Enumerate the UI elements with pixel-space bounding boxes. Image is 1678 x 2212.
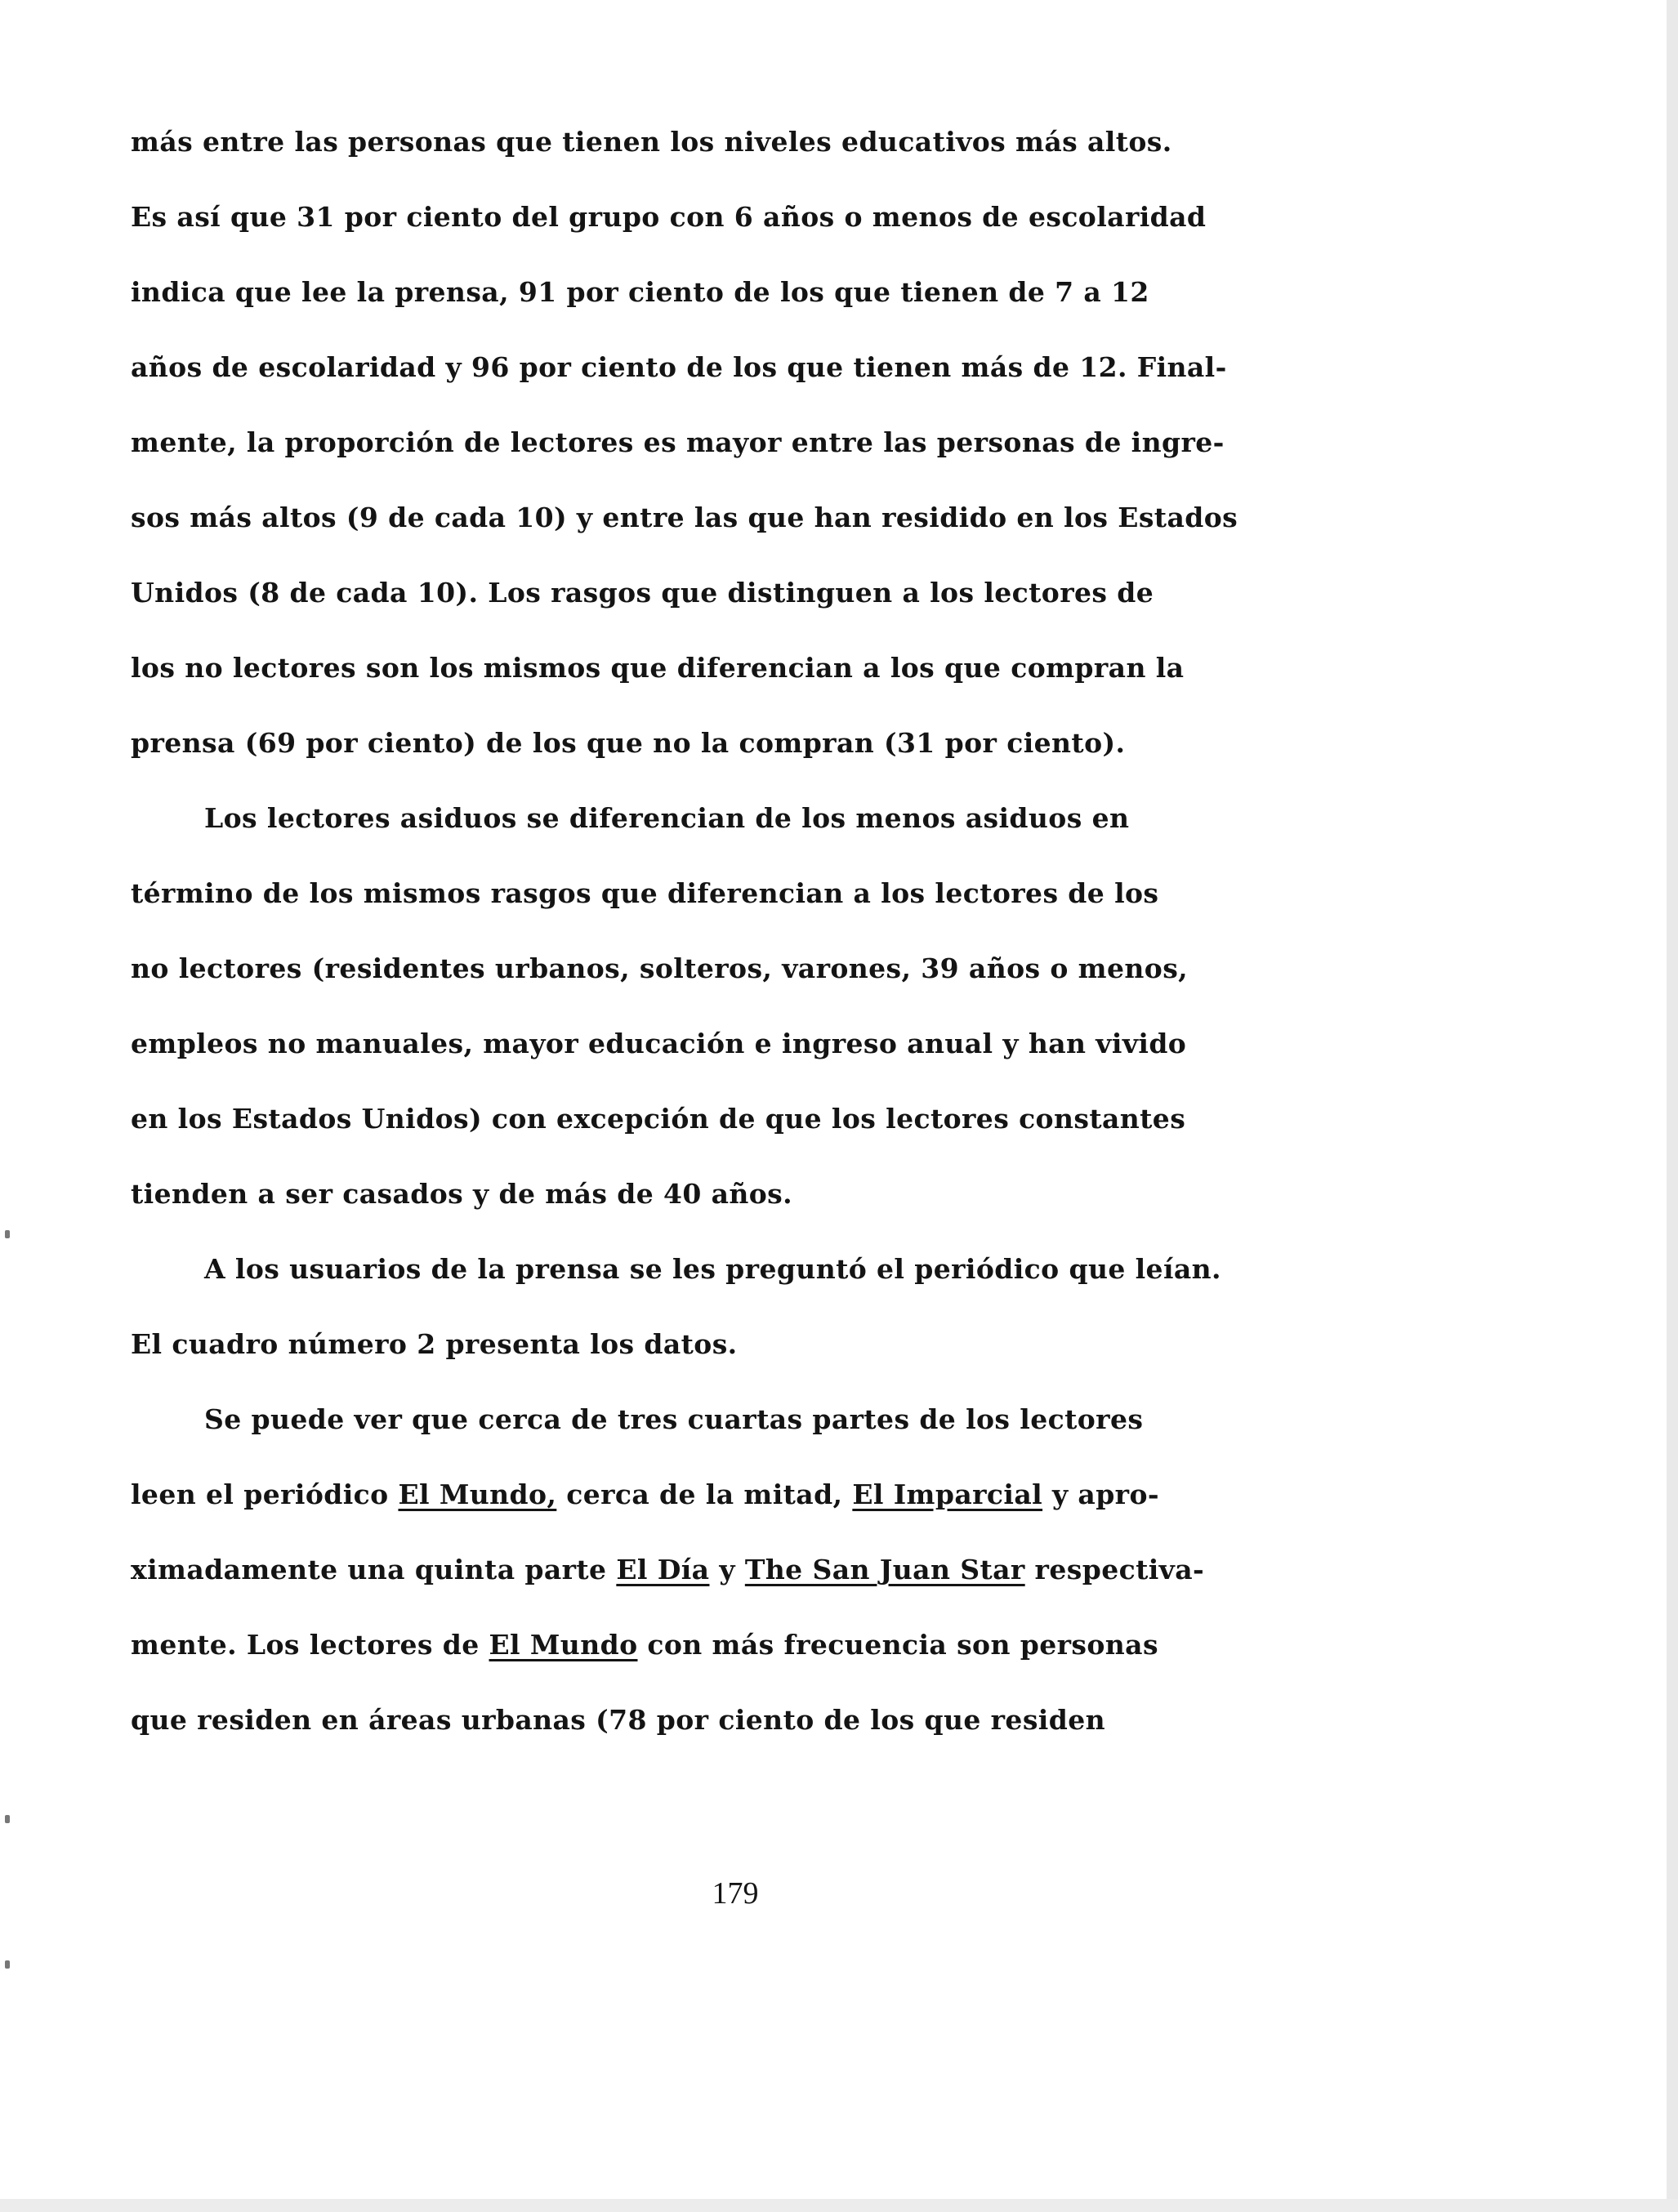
scan-mark bbox=[5, 1815, 10, 1823]
text-line: A los usuarios de la prensa se les preguntó el periódico que leían. bbox=[204, 1253, 1221, 1285]
text-segment: y bbox=[709, 1554, 745, 1585]
text-segment: y apro- bbox=[1042, 1478, 1159, 1510]
scan-mark bbox=[5, 1960, 10, 1969]
text-line: Unidos (8 de cada 10). Los rasgos que distinguen a los lectores de bbox=[131, 577, 1154, 609]
text-line: prensa (69 por ciento) de los que no la compran (31 por ciento). bbox=[131, 727, 1126, 759]
text-line: término de los mismos rasgos que diferencian a los lectores de los bbox=[131, 877, 1159, 909]
text-line: no lectores (residentes urbanos, solteros, varones, 39 años o menos, bbox=[131, 952, 1189, 984]
text-line: El cuadro número 2 presenta los datos. bbox=[131, 1328, 738, 1360]
newspaper-title: El Mundo, bbox=[398, 1478, 557, 1510]
text-line: años de escolaridad y 96 por ciento de los que tienen más de 12. Final- bbox=[131, 351, 1227, 383]
newspaper-title: El Imparcial bbox=[852, 1478, 1043, 1510]
page-right-edge bbox=[1667, 0, 1678, 2212]
text-line: más entre las personas que tienen los niveles educativos más altos. bbox=[131, 126, 1172, 158]
text-segment: leen el periódico bbox=[131, 1478, 399, 1510]
text-line: Se puede ver que cerca de tres cuartas partes de los lectores bbox=[204, 1403, 1144, 1435]
text-line: indica que lee la prensa, 91 por ciento de los que tienen de 7 a 12 bbox=[131, 276, 1149, 308]
text-segment: ximadamente una quinta parte bbox=[131, 1554, 617, 1585]
newspaper-title: El Mundo bbox=[489, 1629, 638, 1661]
scan-mark bbox=[5, 1230, 10, 1238]
text-line: tienden a ser casados y de más de 40 años. bbox=[131, 1178, 793, 1210]
text-segment: respectiva- bbox=[1024, 1554, 1205, 1585]
text-segment: cerca de la mitad, bbox=[556, 1478, 853, 1510]
newspaper-title: El Día bbox=[616, 1554, 710, 1585]
text-line bbox=[131, 1627, 1158, 1663]
text-line: Los lectores asiduos se diferencian de los menos asiduos en bbox=[204, 802, 1130, 834]
text-segment: mente. Los lectores de bbox=[131, 1629, 489, 1661]
text-line bbox=[131, 1552, 1204, 1588]
newspaper-title: The San Juan Star bbox=[744, 1554, 1025, 1585]
page-bottom-edge bbox=[0, 2199, 1678, 2212]
text-line: en los Estados Unidos) con excepción de que los lectores constantes bbox=[131, 1103, 1186, 1135]
page-number: 179 bbox=[712, 1876, 759, 1911]
text-line bbox=[131, 1477, 1159, 1513]
text-line: mente, la proporción de lectores es mayor entre las personas de ingre- bbox=[131, 426, 1225, 458]
text-segment: con más frecuencia son personas bbox=[637, 1629, 1158, 1661]
text-line: sos más altos (9 de cada 10) y entre las que han residido en los Estados bbox=[131, 502, 1238, 533]
text-line: que residen en áreas urbanas (78 por ciento de los que residen bbox=[131, 1704, 1105, 1736]
text-line: Es así que 31 por ciento del grupo con 6 años o menos de escolaridad bbox=[131, 201, 1207, 233]
text-line: empleos no manuales, mayor educación e ingreso anual y han vivido bbox=[131, 1028, 1187, 1059]
text-line: los no lectores son los mismos que diferencian a los que compran la bbox=[131, 652, 1185, 684]
